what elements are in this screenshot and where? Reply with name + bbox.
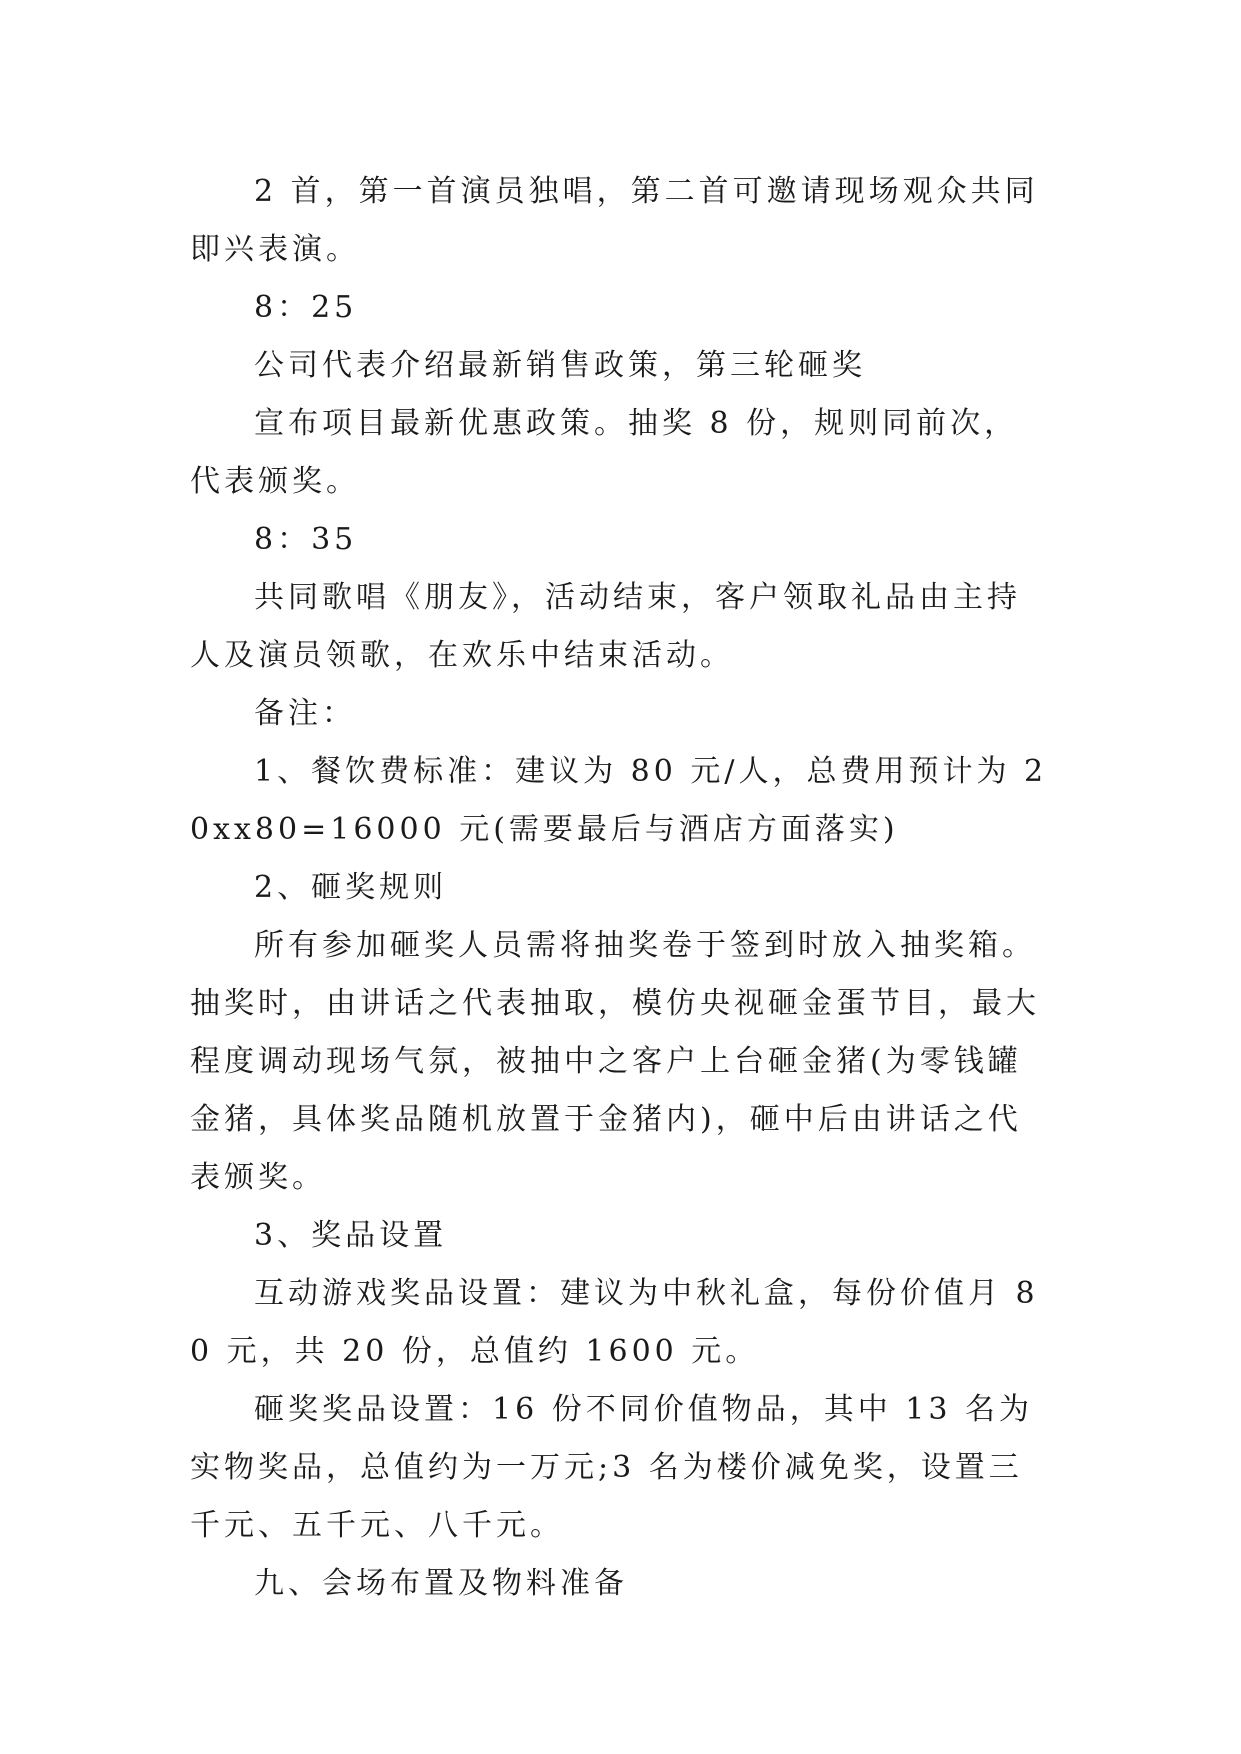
notes-heading: 备注： xyxy=(254,696,356,731)
section-heading-venue: 九、会场布置及物料准备 xyxy=(254,1566,628,1601)
paragraph-sales-policy: 公司代表介绍最新销售政策，第三轮砸奖 xyxy=(254,348,866,383)
note-lottery-rules-heading: 2、砸奖规则 xyxy=(254,870,448,905)
document-body xyxy=(190,163,1050,1613)
time-label-835: 8：35 xyxy=(254,522,358,557)
note-catering-cost: 1、餐饮费标准：建议为 80 元/人，总费用预计为 20xx80=16000 元(需要最后与酒店方面落实) xyxy=(190,754,1048,847)
note-prizes-heading: 3、奖品设置 xyxy=(254,1218,448,1253)
time-label-825: 8：25 xyxy=(254,290,358,325)
note-lottery-rules: 所有参加砸奖人员需将抽奖卷于签到时放入抽奖箱。抽奖时，由讲话之代表抽取，模仿央视砸金蛋节目，最大程度调动现场气氛，被抽中之客户上台砸金猪(为零钱罐金猪，具体奖品随机放置于金猪内)，砸中后由讲话之代表颁奖。 xyxy=(190,928,1040,1195)
paragraph-announce-offer: 宣布项目最新优惠政策。抽奖 8 份，规则同前次，代表颁奖。 xyxy=(190,406,1019,499)
paragraph-closing: 共同歌唱《朋友》，活动结束，客户领取礼品由主持人及演员领歌，在欢乐中结束活动。 xyxy=(190,580,1021,673)
paragraph-performance: 2 首，第一首演员独唱，第二首可邀请现场观众共同即兴表演。 xyxy=(190,174,1039,267)
note-game-prizes: 互动游戏奖品设置：建议为中秋礼盒，每份价值月 80 元，共 20 份，总值约 1600 元。 xyxy=(190,1276,1039,1369)
note-lottery-prizes: 砸奖奖品设置：16 份不同价值物品，其中 13 名为实物奖品，总值约为一万元;3 名为楼价减免奖，设置三千元、五千元、八千元。 xyxy=(190,1392,1033,1543)
